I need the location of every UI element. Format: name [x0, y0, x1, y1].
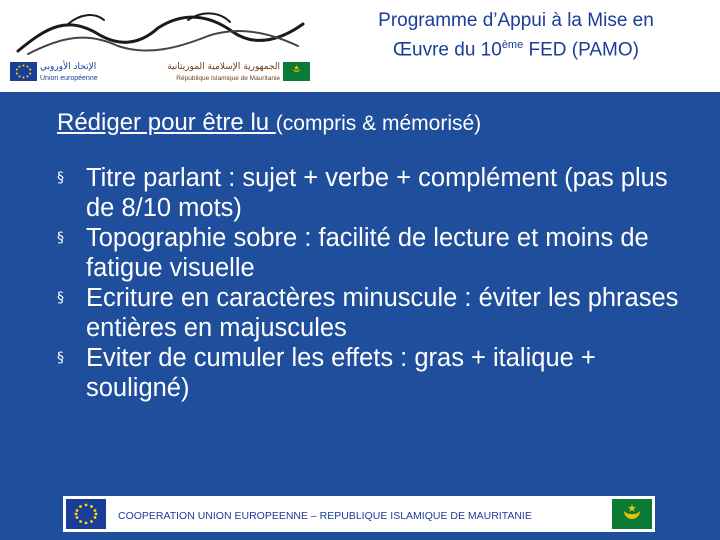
bullet-text: Topographie sobre : facilité de lecture et moins de fatigue visuelle	[86, 224, 649, 282]
bullet-marker: §	[57, 290, 64, 306]
subtitle-parenthetical: (compris & mémorisé)	[275, 112, 482, 135]
rim-label-arabic: الجمهورية الإسلامية الموريتانية	[167, 62, 280, 72]
title-suffix: FED (PAMO)	[523, 39, 639, 61]
eu-flag-icon	[10, 62, 37, 81]
eu-flag-icon	[66, 499, 106, 529]
bullet-item	[57, 163, 697, 223]
bullet-text: Ecriture en caractères minuscule : éviter les phrases entières en majuscules	[86, 284, 679, 342]
footer-text: COOPERATION UNION EUROPEENNE – REPUBLIQUE ISLAMIQUE DE MAURITANIE	[118, 510, 532, 522]
slide-subtitle	[57, 108, 697, 139]
header-title-line2	[318, 33, 714, 62]
logo-area	[0, 0, 312, 92]
bullet-text: Titre parlant : sujet + verbe + complément (pas plus de 8/10 mots)	[86, 164, 668, 222]
bullet-item	[57, 283, 697, 343]
eu-label-arabic: الإتحاد الأوروبي	[40, 62, 97, 72]
eu-label	[40, 62, 140, 84]
mauritania-flag-icon	[283, 62, 310, 81]
slide-header	[0, 0, 720, 92]
bullet-marker: §	[57, 350, 64, 366]
header-title-line1: Programme d’Appui à la Mise en	[378, 10, 654, 31]
bullet-marker: §	[57, 170, 64, 186]
title-prefix: Œuvre du 10	[393, 39, 502, 61]
bullet-marker: §	[57, 230, 64, 246]
header-title	[318, 8, 714, 62]
bullet-text: Eviter de cumuler les effets : gras + italique + souligné)	[86, 344, 596, 402]
rim-label	[152, 62, 280, 84]
bullet-item	[57, 223, 697, 283]
mauritania-flag-icon	[612, 499, 652, 529]
bullet-list	[57, 163, 697, 403]
subtitle-main: Rédiger pour être lu	[57, 109, 276, 136]
rim-label-french: République Islamique de Mauritanie	[176, 75, 280, 82]
title-superscript: ème	[501, 39, 524, 51]
mountains-logo-icon	[8, 6, 308, 58]
eu-label-french: Union européenne	[40, 75, 98, 82]
bullet-item	[57, 343, 697, 403]
